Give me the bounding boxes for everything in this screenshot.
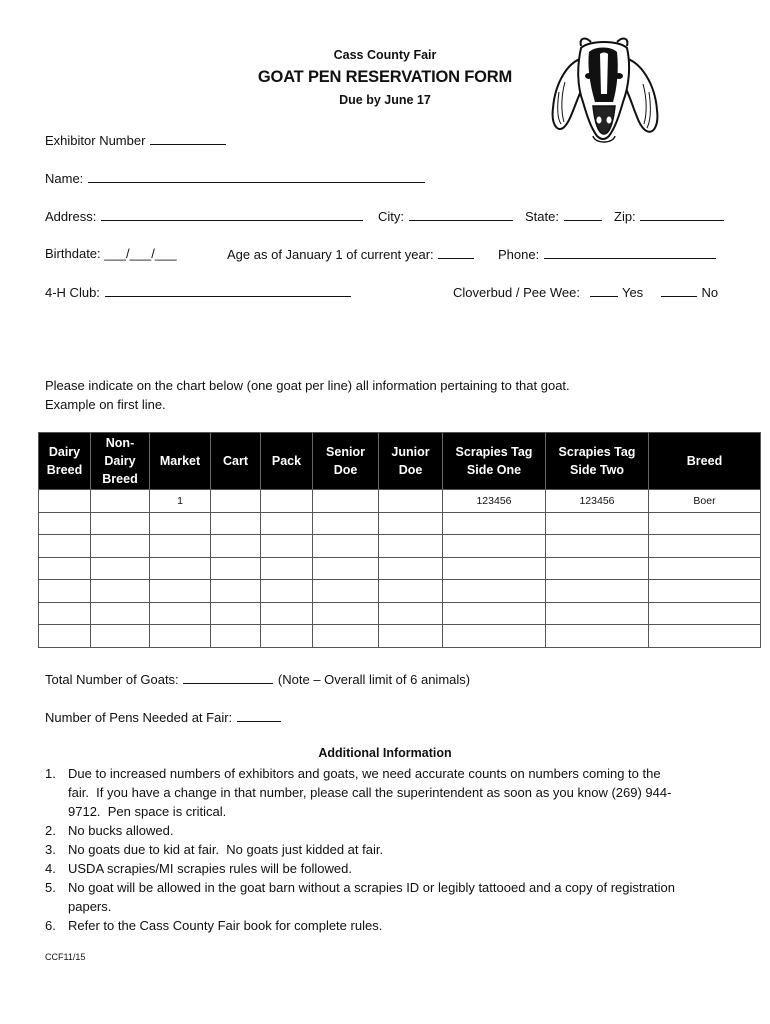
table-row — [39, 602, 761, 625]
birthdate-row — [45, 246, 177, 261]
list-item-number: 1. — [45, 766, 56, 781]
table-cell[interactable] — [39, 512, 91, 535]
goat-table — [38, 432, 761, 648]
table-header-cell — [649, 433, 761, 490]
due-date: Due by June 17 — [339, 93, 431, 107]
table-header-text: Scrapies Tag — [558, 445, 636, 459]
age-field[interactable] — [438, 246, 474, 259]
list-item-number: 6. — [45, 918, 56, 933]
table-cell[interactable] — [261, 557, 313, 580]
pens-label: Number of Pens Needed at Fair: — [45, 710, 233, 725]
table-cell[interactable] — [261, 490, 313, 513]
table-cell[interactable] — [649, 602, 761, 625]
age-label: Age as of January 1 of current year: — [227, 247, 434, 262]
cloverbud-no-label: No — [701, 285, 719, 300]
table-cell[interactable] — [313, 625, 379, 648]
zip-row — [614, 208, 725, 224]
table-cell[interactable] — [150, 512, 211, 535]
table-cell[interactable] — [91, 625, 150, 648]
table-cell[interactable] — [379, 602, 443, 625]
table-header-text: Non- — [105, 436, 135, 450]
table-header-text: Cart — [222, 454, 248, 468]
table-cell[interactable] — [443, 535, 546, 558]
table-cell[interactable] — [379, 512, 443, 535]
list-item-text: USDA scrapies/MI scrapies rules will be followed. — [68, 861, 352, 876]
table-cell[interactable] — [546, 512, 649, 535]
table-cell[interactable] — [261, 580, 313, 603]
additional-info-title: Additional Information — [318, 746, 452, 760]
table-header-text: Junior — [391, 445, 430, 459]
list-item-text: No bucks allowed. — [68, 823, 174, 838]
table-header-text: Market — [159, 454, 201, 468]
table-cell[interactable] — [39, 557, 91, 580]
table-cell[interactable] — [546, 625, 649, 648]
table-header-text: Senior — [326, 445, 365, 459]
table-cell[interactable] — [91, 512, 150, 535]
club-row — [45, 284, 352, 300]
table-header-text: Breed — [686, 454, 723, 468]
total-goats-row — [45, 671, 470, 687]
phone-field[interactable] — [544, 246, 716, 259]
table-body — [39, 490, 761, 648]
city-label: City: — [378, 209, 404, 224]
table-header-cell — [39, 433, 91, 490]
table-cell[interactable] — [443, 625, 546, 648]
table-header-cell — [379, 433, 443, 490]
table-cell[interactable] — [379, 557, 443, 580]
table-header-text: Dairy — [48, 445, 81, 459]
cloverbud-yes-label: Yes — [621, 285, 644, 300]
age-row — [227, 246, 475, 262]
table-cell[interactable] — [39, 602, 91, 625]
list-item-text: papers. — [68, 899, 112, 914]
table-cell[interactable] — [150, 557, 211, 580]
table-header-text: Side One — [466, 463, 522, 477]
table-cell[interactable] — [39, 625, 91, 648]
table-header-text: Side Two — [570, 463, 624, 477]
goat-head-icon — [545, 32, 663, 150]
cloverbud-row — [453, 284, 718, 300]
table-cell[interactable] — [211, 602, 261, 625]
table-cell[interactable] — [546, 602, 649, 625]
table-cell[interactable]: Boer — [649, 490, 761, 513]
name-row — [45, 170, 426, 186]
club-field[interactable] — [105, 284, 351, 297]
table-row — [39, 490, 761, 513]
table-cell[interactable] — [443, 580, 546, 603]
table-cell[interactable] — [211, 535, 261, 558]
list-item-text: 9712. Pen space is critical. — [68, 804, 227, 819]
table-header-cell — [443, 433, 546, 490]
table-header-text: Doe — [333, 463, 358, 477]
total-goats-field[interactable] — [183, 671, 273, 684]
pens-field[interactable] — [237, 709, 281, 722]
list-item-text: fair. If you have a change in that number, please call the superintendent as soon as you know (269) 944- — [68, 785, 672, 800]
table-cell[interactable] — [443, 557, 546, 580]
form-code: CCF11/15 — [45, 952, 86, 962]
address-label: Address: — [45, 209, 97, 224]
table-row — [39, 625, 761, 648]
list-item — [45, 821, 745, 840]
exhibitor-number-row — [45, 132, 227, 148]
table-cell[interactable] — [379, 490, 443, 513]
city-field[interactable] — [409, 208, 513, 221]
table-header-row — [39, 433, 761, 490]
table-cell[interactable] — [211, 512, 261, 535]
pens-row — [45, 709, 282, 725]
table-cell[interactable] — [649, 580, 761, 603]
club-label: 4-H Club: — [45, 285, 100, 300]
list-item-number: 4. — [45, 861, 56, 876]
cloverbud-yes-field[interactable] — [590, 284, 618, 297]
city-row — [378, 208, 514, 224]
table-cell[interactable] — [39, 580, 91, 603]
list-item — [45, 764, 745, 821]
table-header-text: Doe — [398, 463, 423, 477]
table-header-text: Pack — [271, 454, 302, 468]
table-cell[interactable] — [39, 535, 91, 558]
table-cell[interactable] — [379, 580, 443, 603]
zip-field[interactable] — [640, 208, 724, 221]
table-cell[interactable] — [379, 625, 443, 648]
table-cell[interactable] — [211, 490, 261, 513]
table-cell[interactable] — [150, 602, 211, 625]
table-cell[interactable] — [649, 625, 761, 648]
table-cell[interactable] — [546, 580, 649, 603]
list-item-text: No goat will be allowed in the goat barn without a scrapies ID or legibly tattooed and a copy of registration — [68, 880, 676, 895]
table-cell[interactable] — [91, 490, 150, 513]
table-cell[interactable] — [649, 557, 761, 580]
state-label: State: — [525, 209, 559, 224]
birthdate-label: Birthdate: — [45, 246, 101, 261]
birthdate-field[interactable]: ___/___/___ — [104, 246, 177, 261]
list-item-text: No goats due to kid at fair. No goats just kidded at fair. — [68, 842, 384, 857]
table-cell[interactable] — [211, 625, 261, 648]
table-cell[interactable] — [313, 490, 379, 513]
table-cell[interactable] — [91, 557, 150, 580]
exhibitor-number-field[interactable] — [150, 132, 226, 145]
cloverbud-label: Cloverbud / Pee Wee: — [453, 285, 580, 300]
table-cell[interactable] — [91, 580, 150, 603]
table-cell[interactable] — [261, 535, 313, 558]
phone-row — [498, 246, 717, 262]
table-header-cell — [211, 433, 261, 490]
table-cell[interactable]: 1 — [150, 490, 211, 513]
table-cell[interactable] — [211, 580, 261, 603]
table-cell[interactable] — [443, 602, 546, 625]
table-header-cell — [546, 433, 649, 490]
table-cell[interactable] — [379, 535, 443, 558]
table-header-text: Breed — [46, 463, 83, 477]
state-row — [525, 208, 603, 224]
name-field[interactable] — [88, 170, 425, 183]
list-item — [45, 916, 745, 935]
table-cell[interactable] — [91, 602, 150, 625]
cloverbud-no-field[interactable] — [661, 284, 697, 297]
table-cell[interactable] — [649, 512, 761, 535]
state-field[interactable] — [564, 208, 602, 221]
additional-info-list — [45, 764, 745, 935]
zip-label: Zip: — [614, 209, 636, 224]
table-cell[interactable] — [313, 557, 379, 580]
table-cell[interactable] — [313, 535, 379, 558]
list-item — [45, 859, 745, 878]
list-item — [45, 878, 745, 916]
table-cell[interactable] — [443, 512, 546, 535]
table-row — [39, 535, 761, 558]
fair-name: Cass County Fair — [333, 48, 437, 62]
table-header-cell — [91, 433, 150, 490]
table-header-text: Dairy — [104, 454, 136, 468]
table-cell[interactable] — [546, 557, 649, 580]
table-row — [39, 580, 761, 603]
exhibitor-number-label: Exhibitor Number — [45, 133, 146, 148]
table-cell[interactable] — [261, 512, 313, 535]
table-header-cell — [313, 433, 379, 490]
table-header-text: Breed — [102, 472, 138, 486]
list-item-text: Refer to the Cass County Fair book for complete rules. — [68, 918, 383, 933]
table-cell[interactable] — [313, 602, 379, 625]
table-row — [39, 557, 761, 580]
table-header-cell — [261, 433, 313, 490]
table-header-text: Scrapies Tag — [455, 445, 533, 459]
address-field[interactable] — [101, 208, 363, 221]
table-row — [39, 512, 761, 535]
instructions-line2: Example on first line. — [45, 397, 166, 412]
table-header-cell — [150, 433, 211, 490]
table-cell[interactable] — [261, 602, 313, 625]
list-item-number: 2. — [45, 823, 56, 838]
phone-label: Phone: — [498, 247, 540, 262]
table-cell[interactable] — [546, 535, 649, 558]
name-label: Name: — [45, 171, 84, 186]
list-item-number: 3. — [45, 842, 56, 857]
table-cell[interactable] — [150, 535, 211, 558]
table-cell[interactable] — [649, 535, 761, 558]
table-cell[interactable]: 123456 — [546, 490, 649, 513]
form-title: GOAT PEN RESERVATION FORM — [257, 68, 513, 86]
table-cell[interactable] — [313, 512, 379, 535]
table-cell[interactable] — [261, 625, 313, 648]
table-cell[interactable] — [91, 535, 150, 558]
total-goats-label: Total Number of Goats: — [45, 672, 179, 687]
list-item — [45, 840, 745, 859]
limit-note: (Note – Overall limit of 6 animals) — [277, 672, 471, 687]
table-cell[interactable] — [150, 625, 211, 648]
table-cell[interactable] — [211, 557, 261, 580]
list-item-number: 5. — [45, 880, 56, 895]
address-row — [45, 208, 364, 224]
list-item-text: Due to increased numbers of exhibitors and goats, we need accurate counts on numbers coming to the — [68, 766, 661, 781]
instructions-line1: Please indicate on the chart below (one goat per line) all information pertaining to that goat. — [45, 378, 570, 393]
table-cell[interactable]: 123456 — [443, 490, 546, 513]
table-cell[interactable] — [313, 580, 379, 603]
table-cell[interactable] — [39, 490, 91, 513]
table-cell[interactable] — [150, 580, 211, 603]
